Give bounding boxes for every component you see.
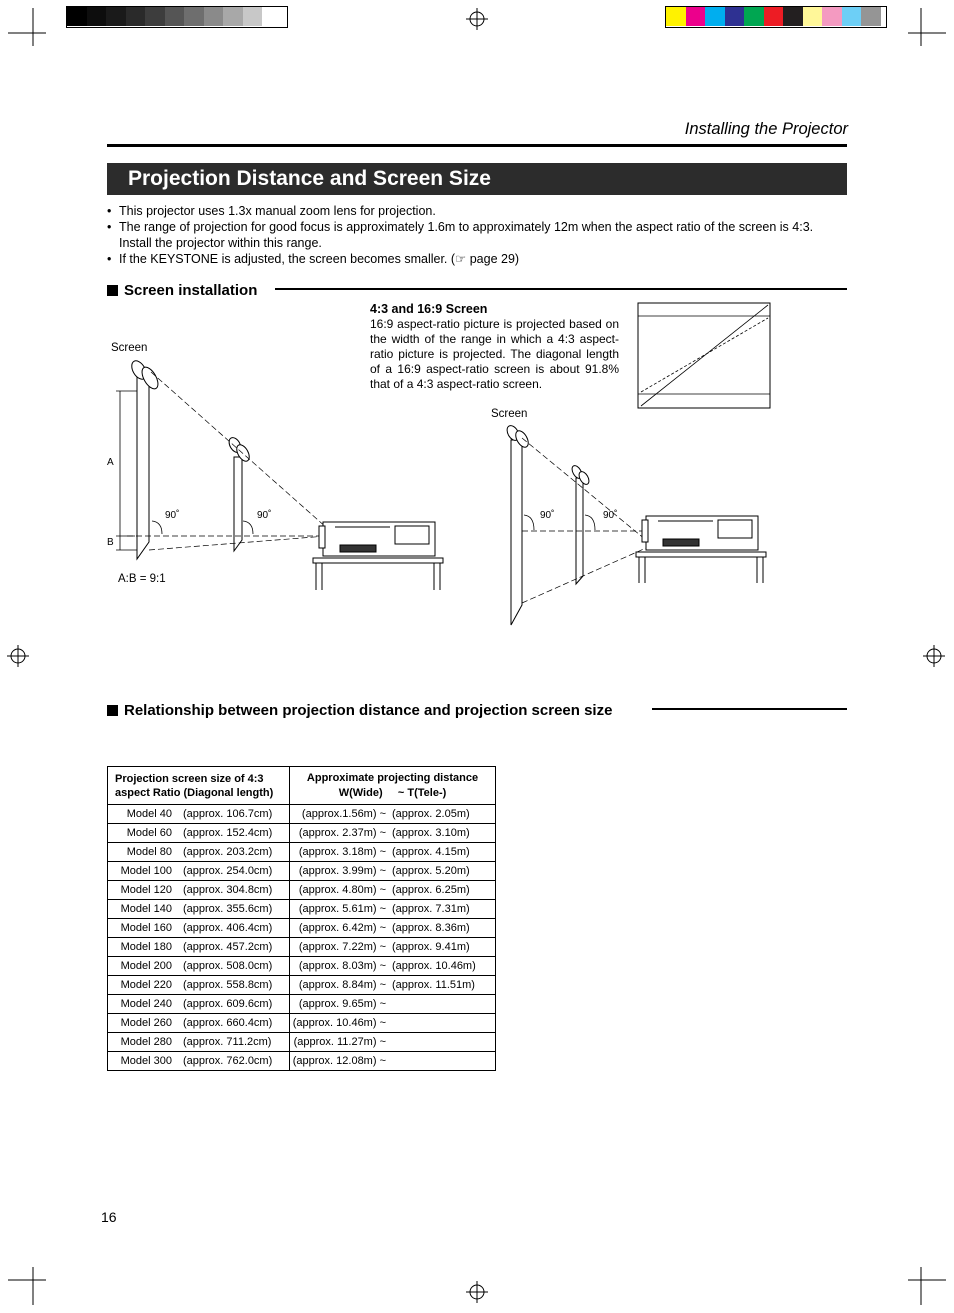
table-row <box>108 1014 496 1033</box>
diagonal-size: (approx. 203.2cm) <box>183 846 273 858</box>
table-row <box>108 862 496 881</box>
aspect-note-body: 16:9 aspect-ratio picture is projected based on the width of the range in which a 4:3 aspect-ratio picture is projected. The diagonal length of a 16:9 aspect-ratio screen is about 91.8% that of a 4:3 aspect-ratio screen. <box>370 317 619 391</box>
color-swatch <box>67 7 87 26</box>
tele-distance: (approx. 10.46m) <box>392 960 476 972</box>
wide-distance: (approx. 6.42m) ~ <box>298 922 386 934</box>
color-calibration-bar <box>666 7 881 26</box>
registration-target-bottom <box>466 1281 488 1303</box>
color-swatch <box>803 7 823 26</box>
model-name: Model 80 <box>126 846 172 858</box>
diagonal-size: (approx. 406.4cm) <box>183 922 273 934</box>
col-distance-header: Approximate projecting distance W(Wide) ~ T(Tele-) <box>290 767 496 805</box>
color-swatch <box>87 7 107 26</box>
screen-size-cell <box>108 805 290 824</box>
model-name: Model 240 <box>120 998 172 1010</box>
left-angle-2: 90˚ <box>257 510 272 521</box>
tele-distance <box>386 1017 392 1029</box>
screen-size-cell <box>108 881 290 900</box>
wide-distance: (approx. 8.84m) ~ <box>298 979 386 991</box>
color-swatch <box>243 7 263 26</box>
tele-distance: (approx. 9.41m) <box>392 941 470 953</box>
registration-target-top <box>466 8 488 30</box>
gray-calibration-bar <box>67 7 282 26</box>
left-angle-1: 90˚ <box>165 510 180 521</box>
header-rule <box>107 144 847 147</box>
wide-distance: (approx. 8.03m) ~ <box>298 960 386 972</box>
color-swatch <box>126 7 146 26</box>
table-row <box>108 995 496 1014</box>
distance-cell <box>290 862 496 881</box>
model-name: Model 100 <box>120 865 172 877</box>
distance-cell <box>290 957 496 976</box>
diagonal-size: (approx. 355.6cm) <box>183 903 273 915</box>
screen-size-cell <box>108 919 290 938</box>
color-swatch <box>165 7 185 26</box>
table-row <box>108 805 496 824</box>
distance-cell <box>290 824 496 843</box>
tele-distance <box>386 1055 392 1067</box>
projector-icon <box>313 522 443 590</box>
wide-distance: (approx. 9.65m) ~ <box>298 998 386 1010</box>
diagonal-size: (approx. 508.0cm) <box>183 960 273 972</box>
screen-size-cell <box>108 843 290 862</box>
wide-distance: (approx. 7.22m) ~ <box>298 941 386 953</box>
wide-distance: (approx. 12.08m) ~ <box>292 1055 386 1067</box>
model-name: Model 140 <box>120 903 172 915</box>
table-row <box>108 976 496 995</box>
screen-size-cell <box>108 995 290 1014</box>
distance-cell <box>290 976 496 995</box>
model-name: Model 220 <box>120 979 172 991</box>
wide-distance: (approx. 11.27m) ~ <box>293 1036 386 1048</box>
bullet-item: • If the KEYSTONE is adjusted, the screen becomes smaller. (☞ page 29) <box>107 251 849 267</box>
color-swatch <box>764 7 784 26</box>
screen-installation-label: Screen installation <box>124 282 258 299</box>
screen-installation-diagram-left <box>105 350 450 595</box>
projector-icon <box>636 516 766 583</box>
tele-distance: (approx. 2.05m) <box>392 808 470 820</box>
distance-cell <box>290 881 496 900</box>
color-swatch <box>842 7 862 26</box>
color-swatch <box>223 7 243 26</box>
wide-distance: (approx. 10.46m) ~ <box>292 1017 386 1029</box>
color-swatch <box>861 7 881 26</box>
distance-cell <box>290 938 496 957</box>
table-row <box>108 938 496 957</box>
color-swatch <box>686 7 706 26</box>
table-row <box>108 919 496 938</box>
table-row <box>108 824 496 843</box>
screen-size-cell <box>108 1033 290 1052</box>
diagonal-size: (approx. 558.8cm) <box>183 979 273 991</box>
diagonal-size: (approx. 304.8cm) <box>183 884 273 896</box>
screen-installation-diagram-right <box>500 420 780 635</box>
square-bullet-icon <box>107 705 118 716</box>
color-swatch <box>145 7 165 26</box>
diagonal-size: (approx. 457.2cm) <box>183 941 273 953</box>
screen-size-cell <box>108 1052 290 1071</box>
screen-size-cell <box>108 957 290 976</box>
color-swatch <box>783 7 803 26</box>
label-a: A <box>107 457 114 468</box>
color-swatch <box>822 7 842 26</box>
tele-distance: (approx. 8.36m) <box>392 922 470 934</box>
distance-cell <box>290 1052 496 1071</box>
model-name: Model 260 <box>120 1017 172 1029</box>
screen-size-cell <box>108 976 290 995</box>
registration-target-left <box>7 645 29 667</box>
relationship-heading <box>107 702 612 719</box>
color-swatch <box>725 7 745 26</box>
wide-distance: (approx.1.56m) ~ <box>301 808 386 820</box>
model-name: Model 60 <box>126 827 172 839</box>
table-header-row <box>108 767 496 805</box>
ratio-label: A:B = 9:1 <box>118 573 166 585</box>
table-row <box>108 843 496 862</box>
screen-size-cell <box>108 900 290 919</box>
table-row <box>108 881 496 900</box>
screen-size-cell <box>108 938 290 957</box>
screen-size-cell <box>108 1014 290 1033</box>
screen-installation-heading <box>107 282 257 299</box>
color-swatch <box>705 7 725 26</box>
model-name: Model 160 <box>120 922 172 934</box>
screen-size-cell <box>108 862 290 881</box>
model-name: Model 200 <box>120 960 172 972</box>
tele-distance: (approx. 3.10m) <box>392 827 470 839</box>
section-header: Installing the Projector <box>684 120 848 138</box>
tele-distance <box>386 1036 392 1048</box>
tele-distance: (approx. 7.31m) <box>392 903 470 915</box>
registration-target-right <box>923 645 945 667</box>
diagonal-size: (approx. 660.4cm) <box>183 1017 273 1029</box>
tele-distance: (approx. 6.25m) <box>392 884 470 896</box>
diagonal-size: (approx. 609.6cm) <box>183 998 273 1010</box>
page-title: Projection Distance and Screen Size <box>128 167 491 190</box>
wide-distance: (approx. 5.61m) ~ <box>298 903 386 915</box>
table-row <box>108 1033 496 1052</box>
distance-cell <box>290 995 496 1014</box>
right-angle-1: 90˚ <box>540 510 555 521</box>
square-bullet-icon <box>107 285 118 296</box>
color-swatch <box>106 7 126 26</box>
model-name: Model 180 <box>120 941 172 953</box>
projection-distance-table <box>107 766 496 1071</box>
bullet-item: • This projector uses 1.3x manual zoom lens for projection. <box>107 203 849 219</box>
table-row <box>108 900 496 919</box>
distance-cell <box>290 919 496 938</box>
diagonal-size: (approx. 152.4cm) <box>183 827 273 839</box>
distance-cell <box>290 805 496 824</box>
tele-distance <box>386 998 392 1010</box>
distance-cell <box>290 1014 496 1033</box>
table-row <box>108 1052 496 1071</box>
model-name: Model 280 <box>120 1036 172 1048</box>
diagonal-size: (approx. 106.7cm) <box>183 808 273 820</box>
color-swatch <box>204 7 224 26</box>
wide-distance: (approx. 4.80m) ~ <box>298 884 386 896</box>
tele-distance: (approx. 5.20m) <box>392 865 470 877</box>
right-screen-label: Screen <box>491 408 528 420</box>
wide-distance: (approx. 2.37m) ~ <box>298 827 386 839</box>
model-name: Model 300 <box>120 1055 172 1067</box>
distance-cell <box>290 900 496 919</box>
label-b: B <box>107 537 114 548</box>
color-swatch <box>744 7 764 26</box>
wide-distance: (approx. 3.99m) ~ <box>298 865 386 877</box>
col-screen-size-header: Projection screen size of 4:3 aspect Ratio (Diagonal length) <box>108 767 290 805</box>
right-angle-2: 90˚ <box>603 510 618 521</box>
relationship-rule <box>652 708 847 710</box>
diagonal-size: (approx. 254.0cm) <box>183 865 273 877</box>
color-swatch <box>666 7 686 26</box>
model-name: Model 40 <box>126 808 172 820</box>
left-screen-label: Screen <box>111 342 148 354</box>
table-row <box>108 957 496 976</box>
screen-size-cell <box>108 824 290 843</box>
diagonal-size: (approx. 762.0cm) <box>183 1055 273 1067</box>
page-title-bar <box>107 163 847 195</box>
color-swatch <box>262 7 282 26</box>
bullet-item: • The range of projection for good focus is approximately 1.6m to approximately 12m when the aspect ratio of the screen is 4:3. Install the projector within this range. <box>107 219 849 251</box>
diagonal-size: (approx. 711.2cm) <box>183 1036 272 1048</box>
relationship-label: Relationship between projection distance and projection screen size <box>124 702 613 719</box>
aspect-ratio-diagram <box>637 302 771 410</box>
intro-bullets <box>107 203 849 267</box>
tele-distance: (approx. 11.51m) <box>392 979 475 991</box>
wide-distance: (approx. 3.18m) ~ <box>298 846 386 858</box>
distance-cell <box>290 1033 496 1052</box>
page-number: 16 <box>101 1209 117 1225</box>
color-swatch <box>184 7 204 26</box>
distance-cell <box>290 843 496 862</box>
aspect-note-title: 4:3 and 16:9 Screen <box>370 302 488 316</box>
tele-distance: (approx. 4.15m) <box>392 846 470 858</box>
screen-installation-rule <box>275 288 847 290</box>
model-name: Model 120 <box>120 884 172 896</box>
